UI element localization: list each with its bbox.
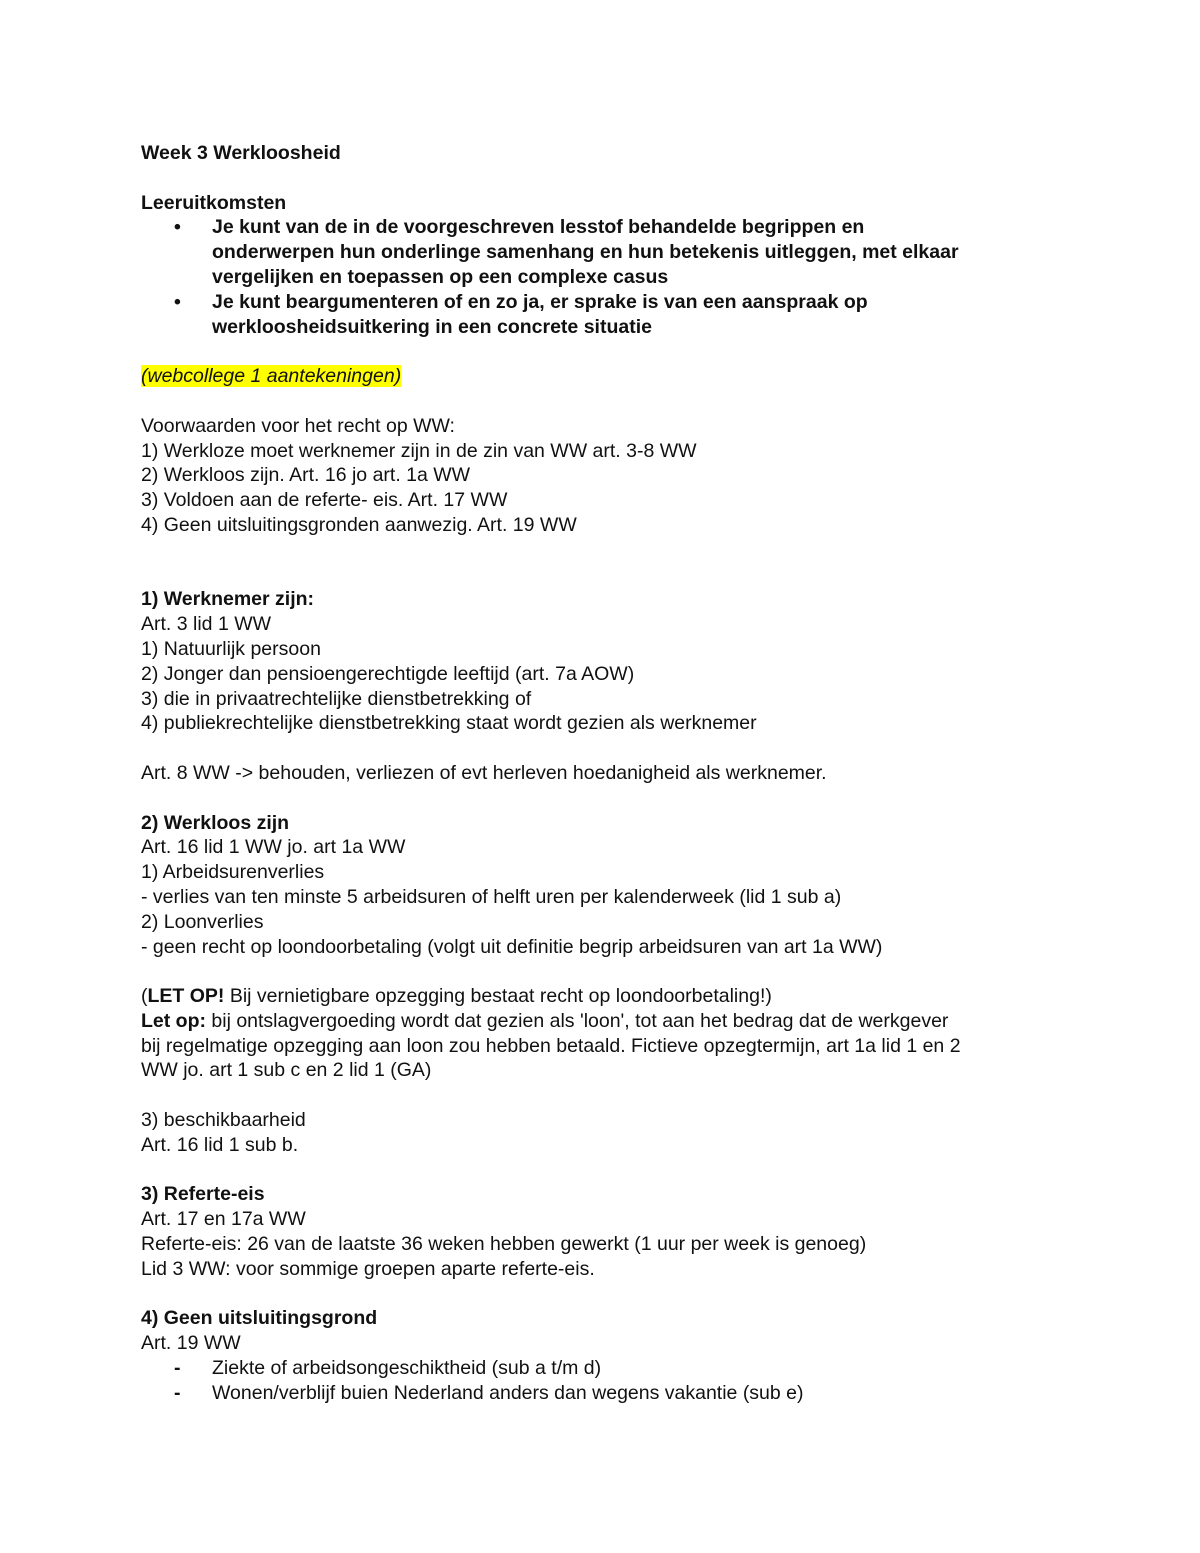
learning-outcomes-list <box>141 215 1071 339</box>
section-3-line: Art. 17 en 17a WW <box>141 1208 306 1231</box>
learning-outcome-item <box>141 215 1071 289</box>
spacer <box>141 1158 1071 1183</box>
section-1-line: 2) Jonger dan pensioengerechtigde leeftijd (art. 7a AOW) <box>141 662 635 685</box>
learning-outcome-line: onderwerpen hun onderlinge samenhang en hun betekenis uitleggen, met elkaar <box>212 241 959 264</box>
let-op-2-text: bij ontslagvergoeding wordt dat gezien als 'loon', tot aan het bedrag dat de werkgever <box>205 1009 949 1032</box>
let-op-2-line: WW jo. art 1 sub c en 2 lid 1 (GA) <box>141 1059 432 1082</box>
document-page <box>141 141 1071 1406</box>
learning-outcome-item <box>141 290 1071 340</box>
section-4-heading: 4) Geen uitsluitingsgrond <box>141 1307 378 1330</box>
spacer <box>141 538 1071 563</box>
section-2-line: 1) Arbeidsurenverlies <box>141 861 325 884</box>
dash-icon: - <box>174 1381 181 1404</box>
section-4-line: Art. 19 WW <box>141 1332 241 1355</box>
section-1-line: 3) die in privaatrechtelijke dienstbetrekking of <box>141 687 532 710</box>
let-op-label: LET OP! <box>147 985 225 1008</box>
let-op-2-label: Let op: <box>141 1009 206 1032</box>
exclusion-item-text: Ziekte of arbeidsongeschiktheid (sub a t/m d) <box>212 1357 602 1380</box>
spacer <box>141 736 1071 761</box>
section-3-heading: 3) Referte-eis <box>141 1183 265 1206</box>
section-2-line: Art. 16 lid 1 WW jo. art 1a WW <box>141 836 406 859</box>
section-2-line: - geen recht op loondoorbetaling (volgt uit definitie begrip arbeidsuren van art 1a WW) <box>141 935 883 958</box>
section-3-line: Lid 3 WW: voor sommige groepen aparte referte-eis. <box>141 1257 595 1280</box>
learning-outcome-line: vergelijken en toepassen op een complexe casus <box>212 265 669 288</box>
webcollege-note-line <box>141 364 1071 389</box>
spacer <box>141 959 1071 984</box>
exclusion-item <box>141 1356 1071 1381</box>
learning-outcome-line: Je kunt beargumenteren of en zo ja, er sprake is van een aanspraak op <box>212 290 868 313</box>
section-1-line: 1) Natuurlijk persoon <box>141 637 321 660</box>
bullet-icon: • <box>174 216 181 239</box>
spacer <box>141 1282 1071 1307</box>
condition-item: 2) Werkloos zijn. Art. 16 jo art. 1a WW <box>141 464 471 487</box>
section-2-line: - verlies van ten minste 5 arbeidsuren of helft uren per kalenderweek (lid 1 sub a) <box>141 885 842 908</box>
let-op-text: Bij vernietigbare opzegging bestaat recht op loondoorbetaling!) <box>224 985 772 1008</box>
learning-outcome-line: werkloosheidsuitkering in een concrete situatie <box>212 315 652 338</box>
spacer <box>141 339 1071 364</box>
exclusion-item <box>141 1381 1071 1406</box>
let-op-note <box>141 984 1071 1009</box>
let-op-2-note <box>141 1009 1071 1034</box>
availability-line: Art. 16 lid 1 sub b. <box>141 1133 299 1156</box>
dash-icon: - <box>174 1357 181 1380</box>
availability-line: 3) beschikbaarheid <box>141 1109 306 1132</box>
section-1-line: Art. 3 lid 1 WW <box>141 613 272 636</box>
let-op-open: ( <box>141 985 148 1008</box>
learning-outcome-line: Je kunt van de in de voorgeschreven lesstof behandelde begrippen en <box>212 216 865 239</box>
section-1-line: 4) publiekrechtelijke dienstbetrekking staat wordt gezien als werknemer <box>141 712 757 735</box>
spacer <box>141 389 1071 414</box>
exclusion-list <box>141 1356 1071 1406</box>
document-title: Week 3 Werkloosheid <box>141 142 341 164</box>
condition-item: 1) Werkloze moet werknemer zijn in de zin van WW art. 3-8 WW <box>141 439 697 462</box>
bullet-icon: • <box>174 290 181 313</box>
spacer <box>141 786 1071 811</box>
let-op-2-line: bij regelmatige opzegging aan loon zou hebben betaald. Fictieve opzegtermijn, art 1a lid 1 en 2 <box>141 1034 961 1057</box>
condition-item: 3) Voldoen aan de referte- eis. Art. 17 WW <box>141 489 508 512</box>
section-2-line: 2) Loonverlies <box>141 910 264 933</box>
condition-item: 4) Geen uitsluitingsgronden aanwezig. Art. 19 WW <box>141 513 577 536</box>
spacer <box>141 166 1071 191</box>
spacer <box>141 563 1071 588</box>
exclusion-item-text: Wonen/verblijf buien Nederland anders dan wegens vakantie (sub e) <box>212 1381 804 1404</box>
section-2-heading: 2) Werkloos zijn <box>141 811 290 834</box>
section-1-note: Art. 8 WW -> behouden, verliezen of evt herleven hoedanigheid als werknemer. <box>141 761 827 784</box>
spacer <box>141 1083 1071 1108</box>
section-1-heading: 1) Werknemer zijn: <box>141 588 315 611</box>
webcollege-note: (webcollege 1 aantekeningen) <box>141 365 402 388</box>
section-3-line: Referte-eis: 26 van de laatste 36 weken hebben gewerkt (1 uur per week is genoeg) <box>141 1233 867 1256</box>
learning-outcomes-heading: Leeruitkomsten <box>141 191 287 214</box>
conditions-intro: Voorwaarden voor het recht op WW: <box>141 414 455 437</box>
